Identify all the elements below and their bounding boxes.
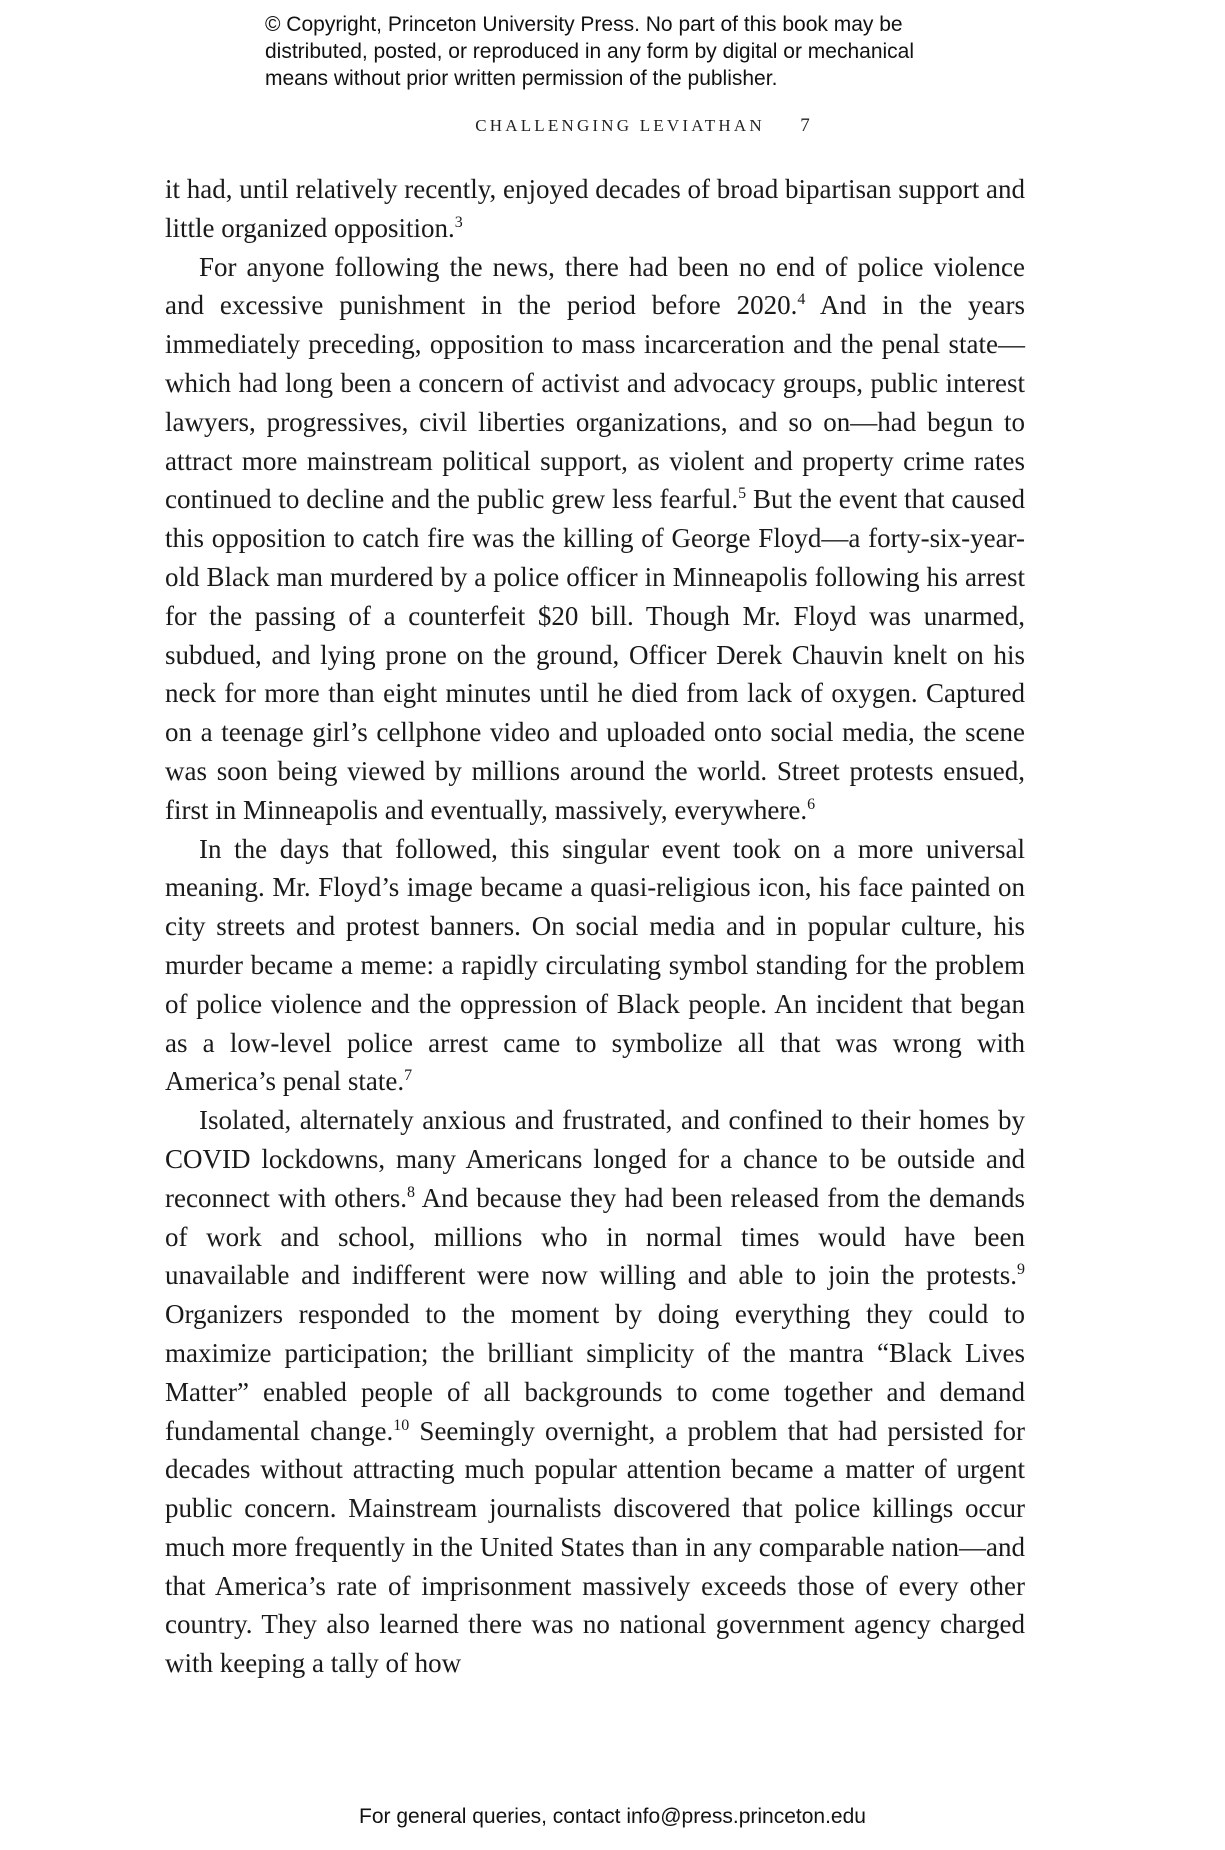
paragraph-text: But the event that caused this opposition to catch fire was the killing of George Floyd—a forty-six-year-old Black man murdered by a police officer in Minneapolis following his arrest for the passing of a counterfeit $20 bill. Though Mr. Floyd was unarmed, subdued, and lying prone on the ground, Officer Derek Chauvin knelt on his neck for more than eight minutes until he died from lack of oxygen. Captured on a teenage girl’s cellphone video and uploaded onto social media, the scene was soon being viewed by millions around the world. Street protests ensued, first in Minneapolis and eventually, massively, everywhere. <box>165 484 1025 825</box>
paragraph <box>165 248 1025 830</box>
paragraph-text: it had, until relatively recently, enjoyed decades of broad bipartisan support and little organized opposition. <box>165 174 1025 243</box>
paragraph-text: For anyone following the news, there had been no end of police violence and excessive punishment in the period before 2020. <box>165 251 1025 321</box>
paragraph-text: And in the years immediately preceding, opposition to mass incarceration and the penal state—which had long been a concern of activist and advocacy groups, public interest lawyers, progressives, civil liberties organizations, and so on—had begun to attract more mainstream political support, as violent and property crime rates continued to decline and the public grew less fearful. <box>165 290 1025 515</box>
footnote-ref: 4 <box>797 291 806 309</box>
paragraph-text: Organizers responded to the moment by doing everything they could to maximize participation; the brilliant simplicity of the mantra “Black Lives Matter” enabled people of all backgrounds to come together and demand fundamental change. <box>165 1299 1025 1446</box>
paragraph <box>165 1101 1025 1683</box>
paragraph <box>165 830 1025 1102</box>
footnote-ref: 6 <box>807 795 816 813</box>
copyright-line: means without prior written permission of the publisher. <box>265 67 778 90</box>
page-number: 7 <box>800 115 810 136</box>
paragraph-text: And because they had been released from the demands of work and school, millions who in normal times would have been unavailable and indifferent were now willing and able to join the protests. <box>165 1182 1025 1291</box>
paragraph-text: Seemingly overnight, a problem that had persisted for decades without attracting much popular attention became a matter of urgent public concern. Mainstream journalists discovered that police killings occur much more frequently in the United States than in any comparable nation—and that America’s rate of imprisonment massively exceeds those of every other country. They also learned there was no national government agency charged with keeping a tally of how <box>165 1415 1026 1679</box>
paragraph-text: Isolated, alternately anxious and frustrated, and confined to their homes by COVID lockdowns, many Americans longed for a chance to be outside and reconnect with others. <box>165 1105 1025 1213</box>
running-head <box>0 115 1225 137</box>
footnote-ref: 10 <box>393 1416 410 1434</box>
footnote-ref: 7 <box>404 1067 413 1085</box>
footnote-ref: 8 <box>406 1183 415 1201</box>
footnote-ref: 9 <box>1017 1261 1025 1279</box>
paragraph-text: In the days that followed, this singular event took on a more universal meaning. Mr. Floyd’s image became a quasi-religious icon, his face painted on city streets and protest banners. On social media and in popular culture, his murder became a meme: a rapidly circulating symbol standing for the problem of police violence and the oppression of Black people. An incident that began as a low-level police arrest came to symbolize all that was wrong with America’s penal state. <box>165 833 1025 1097</box>
paragraph <box>165 170 1025 248</box>
body-text <box>165 170 1025 1683</box>
running-head-title: CHALLENGING LEVIATHAN <box>475 116 765 135</box>
footer-contact: For general queries, contact info@press.princeton.edu <box>359 1805 866 1828</box>
footnote-ref: 3 <box>454 213 463 231</box>
copyright-notice <box>265 11 985 92</box>
copyright-line: distributed, posted, or reproduced in any form by digital or mechanical <box>265 40 915 63</box>
copyright-line: © Copyright, Princeton University Press. No part of this book may be <box>265 13 903 36</box>
footnote-ref: 5 <box>738 485 747 503</box>
